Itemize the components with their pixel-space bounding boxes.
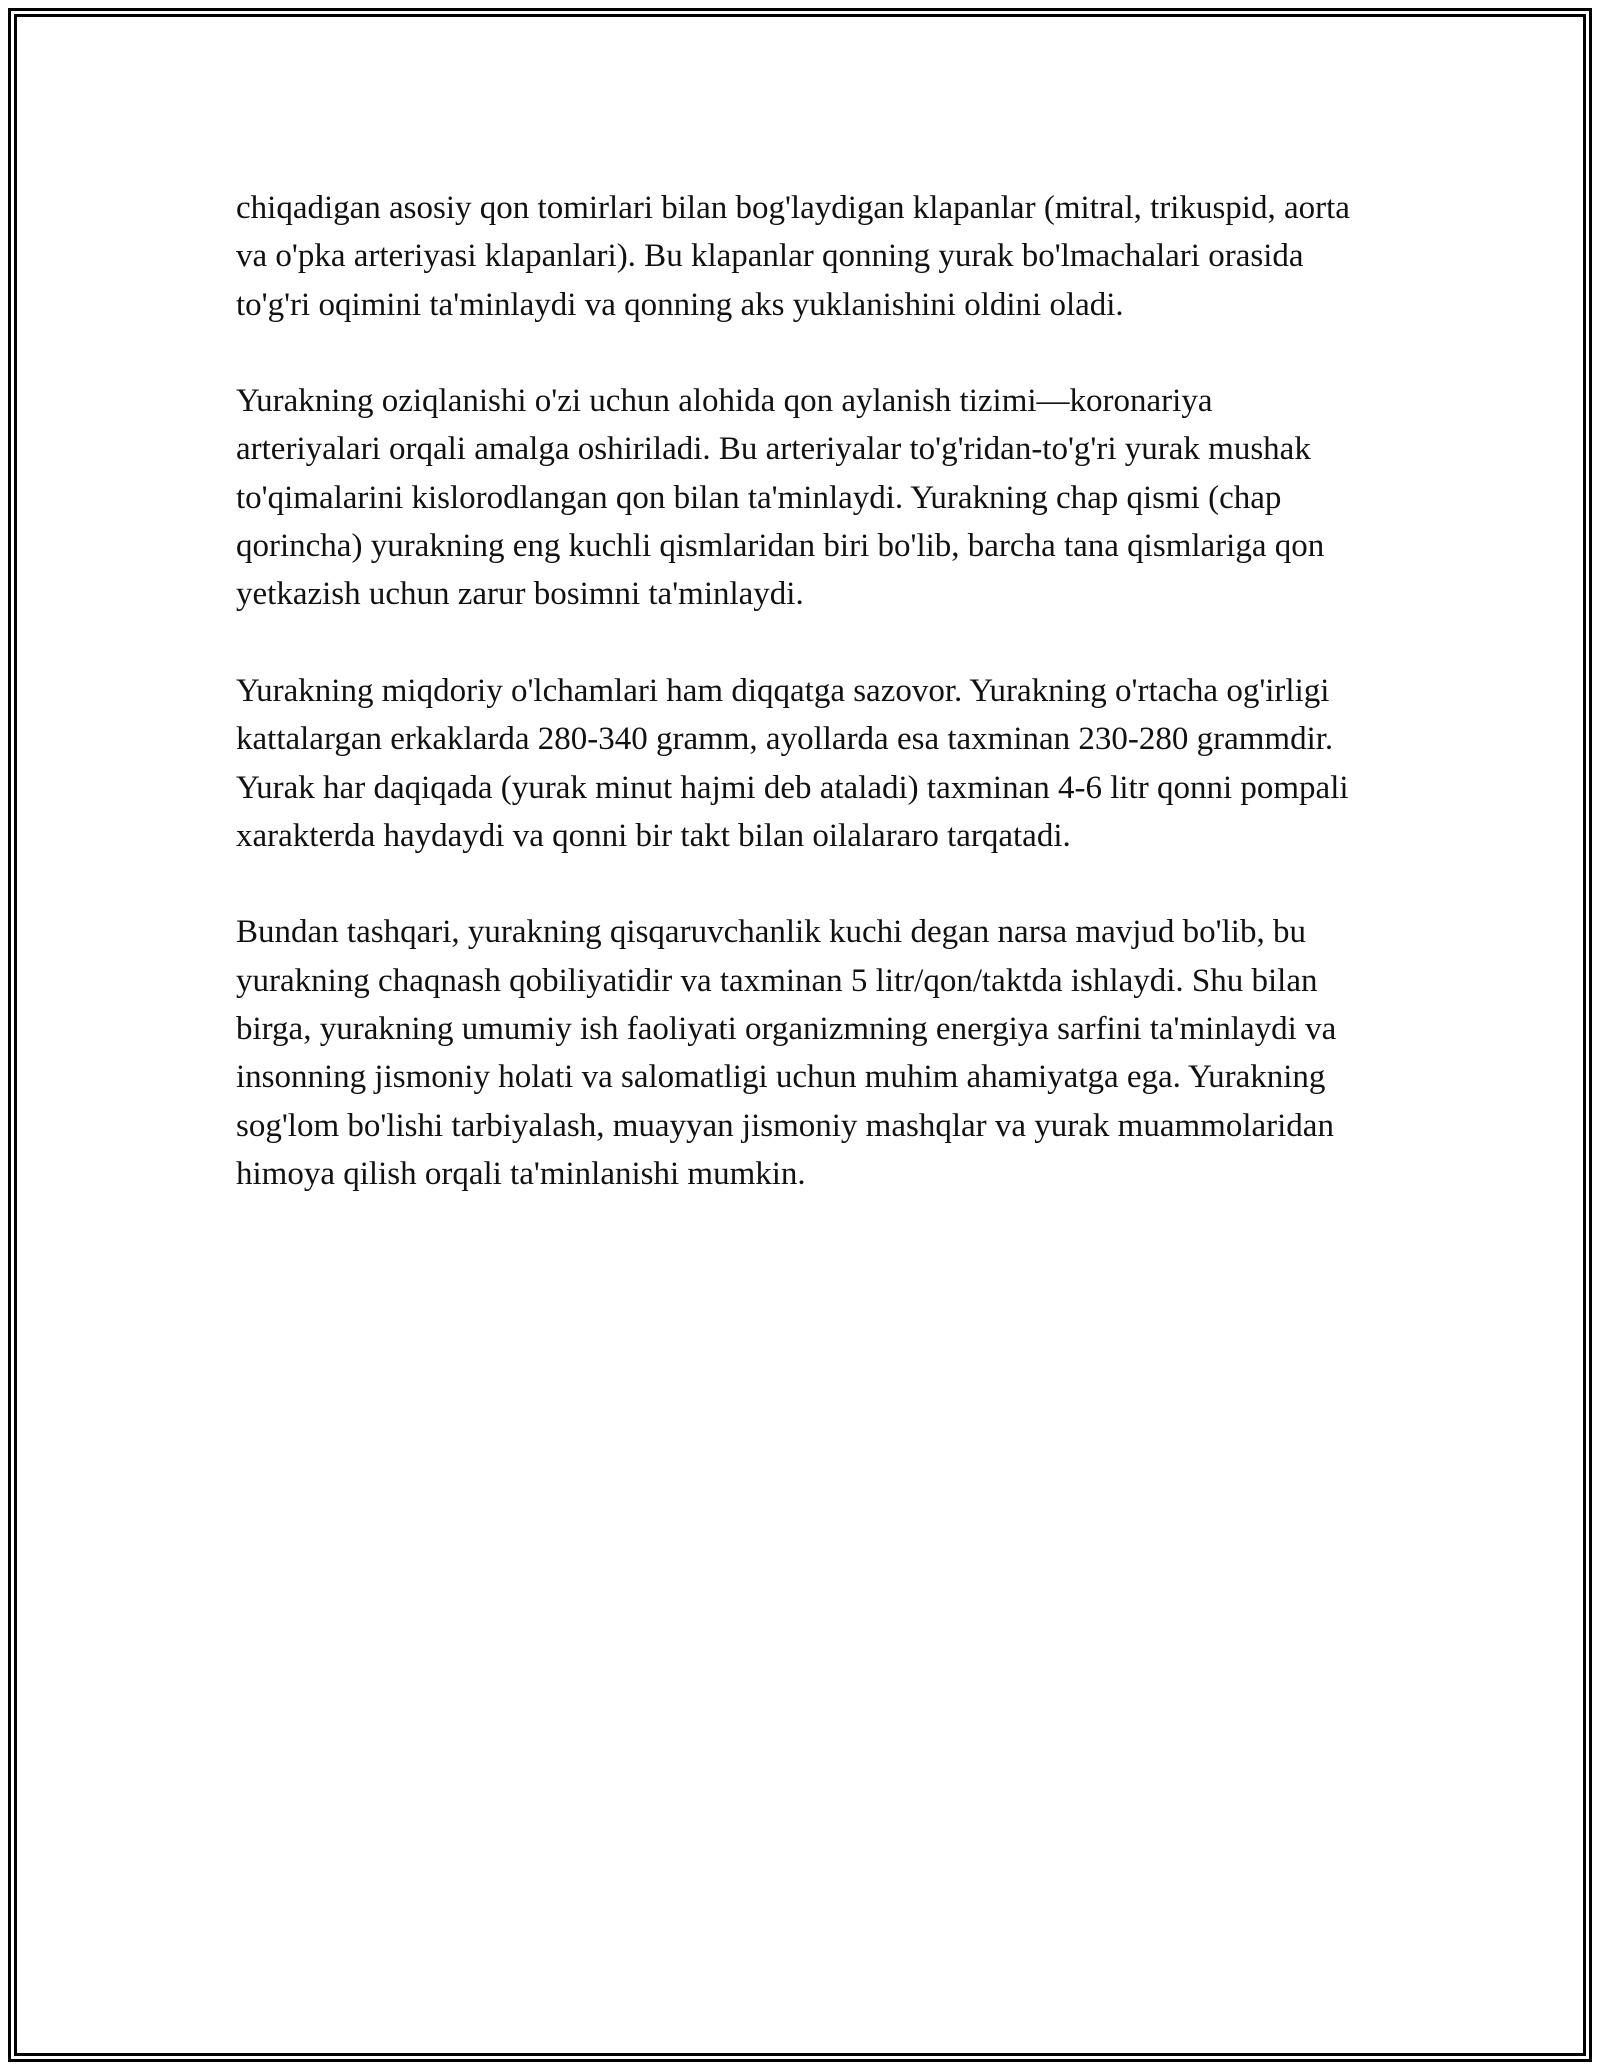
- paragraph-coronary-circulation: Yurakning oziqlanishi o'zi uchun alohida qon aylanish tizimi—koronariya arteriyalari orqali amalga oshiriladi. Bu arteriyalar to'g'ridan-to'g'ri yurak mushak to'qimalarini kislorodlangan qon bilan ta'minlaydi. Yurakning chap qismi (chap qorincha) yurakning eng kuchli qismlaridan biri bo'lib, barcha tana qismlariga qon yetkazish uchun zarur bosimni ta'minlaydi.: [236, 383, 1325, 613]
- paragraph-heart-valves: chiqadigan asosiy qon tomirlari bilan bog'laydigan klapanlar (mitral, trikuspid, aorta va o'pka arteriyasi klapanlari). Bu klapanlar qonning yurak bo'lmachalari orasida to'g'ri oqimini ta'minlaydi va qonning aks yuklanishini oldini oladi.: [236, 190, 1350, 323]
- paragraph-heart-measurements: Yurakning miqdoriy o'lchamlari ham diqqatga sazovor. Yurakning o'rtacha og'irligi kattalargan erkaklarda 280-340 gramm, ayollarda esa taxminan 230-280 grammdir. Yurak har daqiqada (yurak minut hajmi deb ataladi) taxminan 4-6 litr qonni pompali xarakterda haydaydi va qonni bir takt bilan oilalararo tarqatadi.: [236, 672, 1349, 854]
- document-body: [236, 184, 1364, 1247]
- paragraph-heart-contractility: Bundan tashqari, yurakning qisqaruvchanlik kuchi degan narsa mavjud bo'lib, bu yurakning chaqnash qobiliyatidir va taxminan 5 litr/qon/taktda ishlaydi. Shu bilan birga, yurakning umumiy ish faoliyati organizmning energiya sarfini ta'minlaydi va insonning jismoniy holati va salomatligi uchun muhim ahamiyatga ega. Yurakning sog'lom bo'lishi tarbiyalash, muayyan jismoniy mashqlar va yurak muammolaridan himoya qilish orqali ta'minlanishi mumkin.: [236, 914, 1337, 1192]
